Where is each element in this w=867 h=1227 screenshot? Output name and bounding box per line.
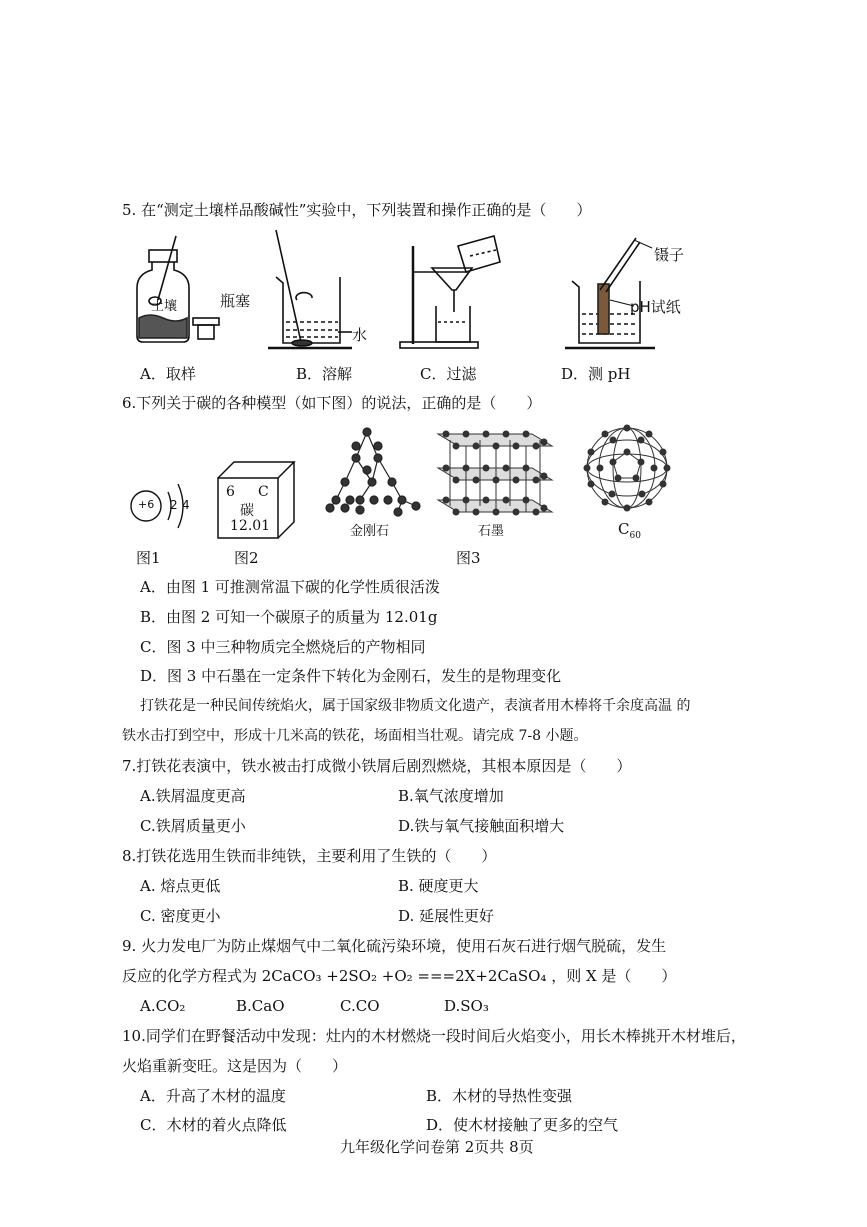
fig3-diamond-label: 金刚石 [350,524,390,539]
reagent-bottle-figure [137,236,219,342]
q9-option-d: D.SO₃ [444,997,489,1015]
q9-option-c: C.CO [340,997,380,1015]
passage-line1: 打铁花是一种民间传统焰火，属于国家级非物质文化遗产，表演者用木棒将千余度高温 的 [140,698,691,714]
q9-option-b: B.CaO [236,997,285,1015]
q8-stem: 8.打铁花选用生铁而非纯铁，主要利用了生铁的（ ） [122,847,497,865]
fig2-name: 碳 [240,503,254,519]
q10-option-b: B．木材的导热性变强 [426,1087,573,1105]
q7-option-d: D.铁与氧气接触面积增大 [398,817,565,835]
fig2-symbol: C [258,484,269,500]
label-stopper: 瓶塞 [220,292,251,310]
q8-option-d: D. 延展性更好 [398,907,495,925]
q6-option-c: C．图 3 中三种物质完全燃烧后的产物相同 [140,638,426,656]
fig2-caption: 图2 [234,549,259,567]
q6-option-b: B．由图 2 可知一个碳原子的质量为 12.01g [140,608,438,626]
q5-option-a: A．取样 [140,365,196,383]
q6-stem: 6.下列关于碳的各种模型（如下图）的说法，正确的是（ ） [122,394,542,412]
graphite-structure-figure [438,431,552,515]
q6-option-a: A．由图 1 可推测常温下碳的化学性质很活泼 [140,578,440,596]
q5-stem: 5. 在“测定土壤样品酸碱性”实验中，下列装置和操作正确的是（ ） [122,201,592,219]
fig2-atomic-number: 6 [226,484,235,500]
q10-option-d: D．使木材接触了更多的空气 [426,1116,619,1134]
fig2-mass: 12.01 [230,518,271,534]
q5-option-c: C．过滤 [420,365,477,383]
q10-line2: 火焰重新变旺。这是因为（ ） [122,1057,348,1075]
c60-structure-figure [584,425,670,511]
q7-option-a: A.铁屑温度更高 [140,787,246,805]
label-soil: 土壤 [151,299,178,314]
ph-test-figure [565,238,655,348]
q9-line2: 反应的化学方程式为 2CaCO₃ +2SO₂ +O₂ ===2X+2CaSO₄ ，则 X 是（ ） [122,967,677,985]
label-water: 水 [352,326,368,344]
q7-option-b: B.氧气浓度增加 [398,787,504,805]
fig1-shell1: 2 [170,498,178,512]
fig3-graphite-label: 石墨 [478,524,505,539]
filtration-figure [400,236,500,348]
label-ph-paper: pH试纸 [630,298,681,316]
passage-line2: 铁水击打到空中，形成十几米高的铁花，场面相当壮观。请完成 7-8 小题。 [122,728,588,744]
q7-option-c: C.铁屑质量更小 [140,817,246,835]
fig1-nucleus: +6 [138,498,155,511]
q10-option-a: A．升高了木材的温度 [140,1087,286,1105]
q8-option-c: C. 密度更小 [140,907,221,925]
q5-option-d: D．测 pH [561,365,631,383]
q5-option-b: B．溶解 [296,365,353,383]
q7-stem: 7.打铁花表演中，铁水被击打成微小铁屑后剧烈燃烧，其根本原因是（ ） [122,757,632,775]
beaker-stir-figure [268,230,352,348]
q9-line1: 9. 火力发电厂为防止煤烟气中二氧化硫污染环境，使用石灰石进行烟气脱硫，发生 [122,937,667,955]
page-footer: 九年级化学问卷第 2页共 8页 [340,1138,534,1156]
diamond-structure-figure [326,428,420,516]
fig3-c60-subscript: 60 [629,531,641,541]
q8-option-a: A. 熔点更低 [140,877,221,895]
q8-option-b: B. 硬度更大 [398,877,479,895]
q9-option-a: A.CO₂ [140,997,186,1015]
q6-option-d: D．图 3 中石墨在一定条件下转化为金刚石，发生的是物理变化 [140,667,562,685]
fig1-shell2: 4 [182,498,190,512]
fig3-c60-label: $C_{60}$ [618,520,641,541]
q10-option-c: C．木材的着火点降低 [140,1116,287,1134]
q10-line1: 10.同学们在野餐活动中发现：灶内的木材燃烧一段时间后火焰变小，用长木棒挑开木材堆后， [122,1027,746,1045]
label-tweezers: 镊子 [654,246,685,264]
fig1-caption: 图1 [136,549,161,567]
fig3-caption: 图3 [456,549,481,567]
